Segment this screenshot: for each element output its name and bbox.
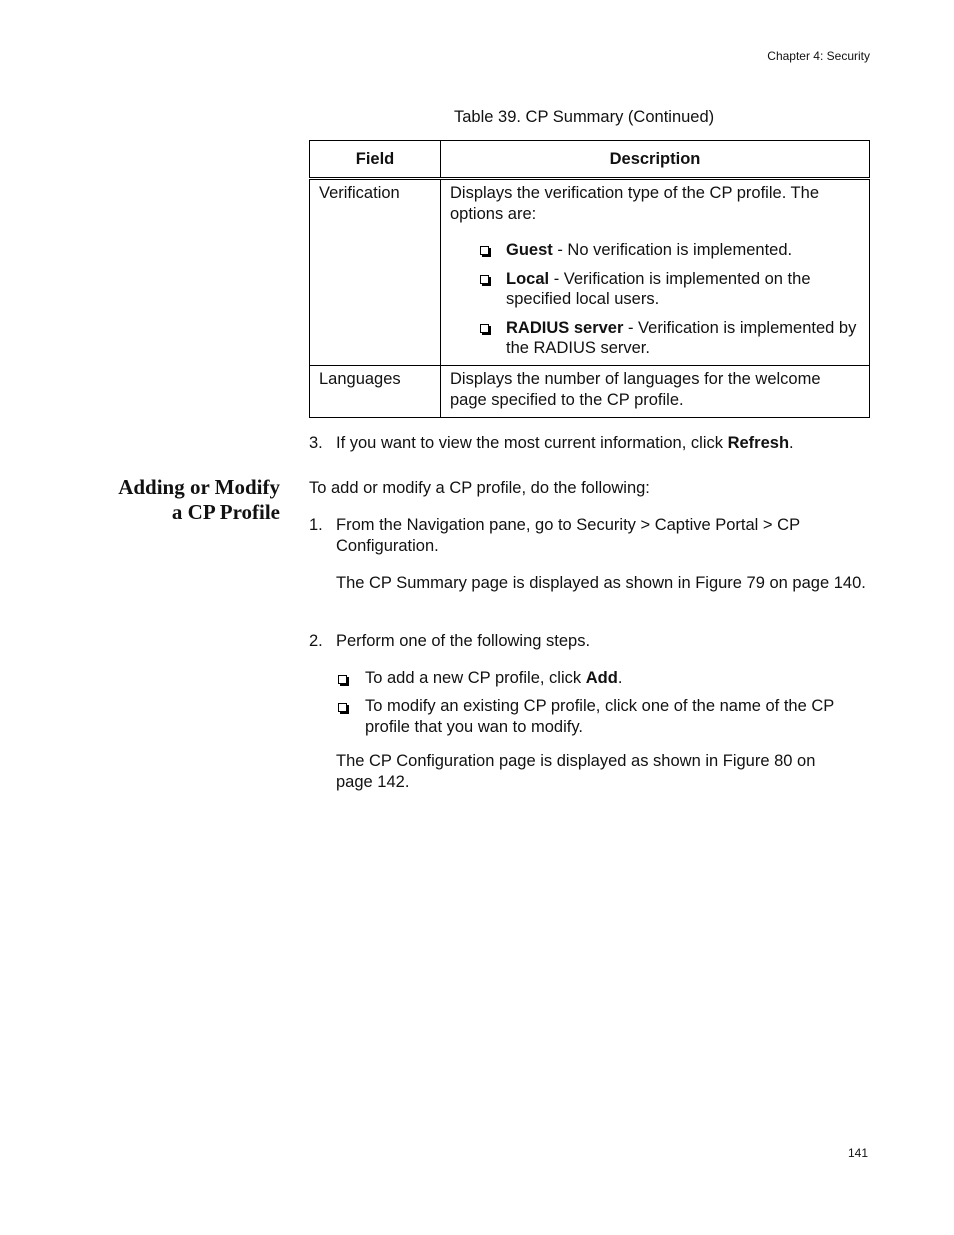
- section-heading-line1: Adding or Modify: [118, 475, 280, 499]
- step-number: 2.: [309, 632, 323, 650]
- step-1-result: The CP Summary page is displayed as shown in Figure 79 on page 140.: [336, 574, 866, 592]
- option-term: RADIUS server: [506, 318, 624, 337]
- option-text: - Verification is implemented on the specified local users.: [506, 269, 811, 308]
- add-term: Add: [585, 669, 618, 687]
- bullet-text-plain: To add a new CP profile, click: [365, 669, 586, 687]
- step-text: From the Navigation pane, go to Security > Captive Portal > CP Configuration.: [336, 516, 800, 555]
- option-item: [450, 269, 860, 310]
- option-item: [450, 240, 860, 261]
- step-2: [309, 631, 869, 653]
- running-head: Chapter 4: Security: [767, 49, 870, 63]
- bullet-text: [365, 668, 865, 689]
- bullet-item: [336, 668, 870, 690]
- field-cell: Verification: [310, 179, 441, 366]
- description-cell: [441, 179, 870, 366]
- option-term: Local: [506, 269, 550, 288]
- step-text-plain: If you want to view the most current information, click: [336, 434, 728, 452]
- option-text: - Verification is implemented by the RADIUS server.: [506, 318, 857, 357]
- options-list: [450, 240, 860, 359]
- table-row: [310, 179, 870, 366]
- step-1: [309, 515, 869, 557]
- step-number: 1.: [309, 516, 323, 534]
- option-text: - No verification is implemented.: [552, 241, 793, 259]
- section-heading: [100, 475, 280, 525]
- table-header-row: [310, 141, 870, 179]
- step-number: 3.: [309, 434, 323, 452]
- checkbox-bullet-icon: [480, 246, 489, 255]
- refresh-term: Refresh: [727, 434, 790, 452]
- cp-summary-table: [309, 140, 870, 418]
- table-caption: Table 39. CP Summary (Continued): [454, 108, 715, 126]
- section-intro: To add or modify a CP profile, do the following:: [309, 479, 650, 497]
- bullet-item: [336, 696, 870, 738]
- bullet-text-end: .: [617, 669, 623, 687]
- table-row: [310, 366, 870, 418]
- step-text-end: .: [789, 434, 794, 452]
- option-item: [450, 318, 860, 359]
- step-text: Perform one of the following steps.: [336, 632, 591, 650]
- header-field: Field: [310, 141, 441, 179]
- description-cell: Displays the number of languages for the welcome page specified to the CP profile.: [441, 366, 870, 418]
- checkbox-bullet-icon: [338, 675, 347, 684]
- step-text: [336, 433, 866, 454]
- step-2-result: The CP Configuration page is displayed as shown in Figure 80 on page 142.: [336, 752, 816, 791]
- step-3: [309, 433, 869, 455]
- checkbox-bullet-icon: [338, 703, 347, 712]
- checkbox-bullet-icon: [480, 275, 489, 284]
- bullet-text: To modify an existing CP profile, click one of the name of the CP profile that you wan to modify.: [365, 697, 834, 736]
- page-number: 141: [847, 1146, 868, 1160]
- section-heading-line2: a CP Profile: [171, 500, 280, 524]
- description-text: Displays the verification type of the CP profile. The options are:: [450, 184, 819, 223]
- field-cell: Languages: [310, 366, 441, 418]
- option-term: Guest: [506, 241, 553, 259]
- checkbox-bullet-icon: [480, 324, 489, 333]
- header-description: Description: [441, 141, 870, 179]
